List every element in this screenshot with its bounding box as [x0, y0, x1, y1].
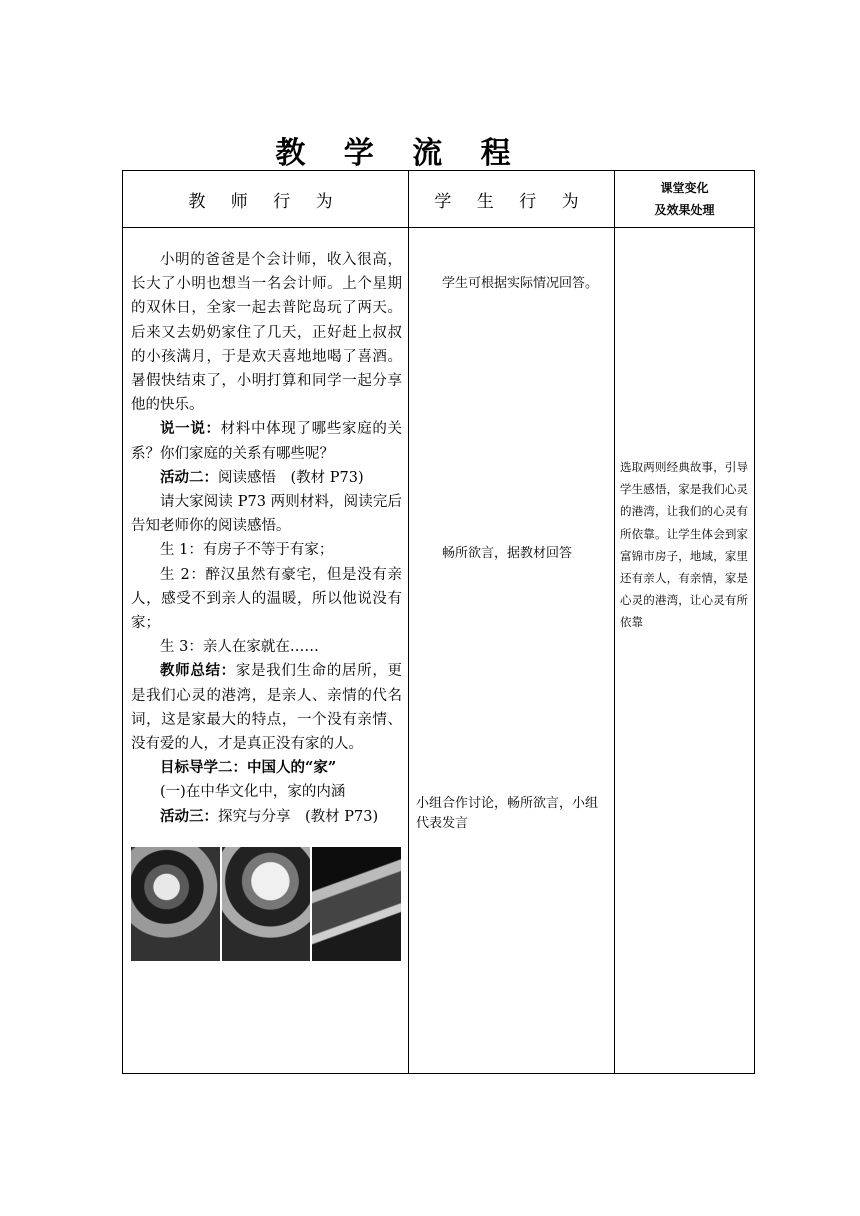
activity2-label: 活动二：	[160, 468, 218, 486]
header-effect-line1: 课堂变化	[660, 181, 709, 195]
say-paragraph	[131, 417, 402, 465]
header-effect	[615, 171, 755, 228]
table-body-row	[123, 228, 755, 1074]
student-response-1: 学生可根据实际情况回答。	[442, 276, 599, 291]
page-title: 教 学 流 程	[275, 136, 525, 171]
student-response-3: 小组合作讨论，畅所欲言，小组代表发言	[416, 796, 599, 831]
read-paragraph: 请大家阅读 P73 两则材料，阅读完后告知老师你的阅读感悟。	[131, 494, 402, 535]
goal2-text: 目标导学二：中国人的“家”	[160, 759, 337, 777]
header-teacher	[123, 171, 409, 228]
student-response-2: 畅所欲言，据教材回答	[442, 546, 573, 561]
effect-note: 选取两则经典故事，引导学生感悟，家是我们心灵的港湾，让我们的心灵有所依靠。让学生体会到家富锦市房子，地域，家里还有亲人，有亲情，家是心灵的港湾，让心灵有所依靠	[620, 460, 748, 630]
story-paragraph: 小明的爸爸是个会计师，收入很高，长大了小明也想当一名会计师。上个星期的双休日，全家一起去普陀岛玩了两天。后来又去奶奶家住了几天，正好赶上叔叔的小孩满月，于是欢天喜地地喝了喜酒。暑假快结束了，小明打算和同学一起分享他的快乐。	[131, 252, 402, 414]
table-header-row	[123, 171, 755, 228]
activity3-paragraph	[131, 805, 402, 829]
header-student-label: 学 生 行 为	[434, 191, 589, 212]
activity2-text: 阅读感悟 (教材 P73)	[218, 469, 364, 486]
activity3-text: 探究与分享 (教材 P73)	[218, 808, 379, 825]
photo-child-crowd	[131, 847, 220, 961]
photo-travelers-luggage	[222, 847, 311, 961]
summary-paragraph	[131, 659, 402, 756]
photo-strip	[131, 847, 401, 961]
header-effect-line2: 及效果处理	[654, 203, 715, 217]
student3-answer: 生 3：亲人在家就在……	[160, 639, 319, 656]
activity2-paragraph	[131, 466, 402, 490]
summary-text: 家是我们生命的居所，更是我们心灵的港湾，是亲人、亲情的代名词，这是家最大的特点，一个没有亲情、没有爱的人，才是真正没有家的人。	[131, 663, 403, 753]
say-label: 说一说：	[160, 420, 221, 438]
student2-answer: 生 2：醉汉虽然有豪宅，但是没有亲人，感受不到亲人的温暖，所以他说没有家；	[131, 566, 402, 632]
summary-label: 教师总结：	[160, 662, 236, 680]
header-student	[409, 171, 615, 228]
header-teacher-label: 教 师 行 为	[188, 191, 343, 212]
effect-cell	[615, 228, 755, 1074]
student-cell	[409, 228, 615, 1074]
activity3-label: 活动三：	[160, 807, 218, 825]
photo-train-station-crowd	[312, 847, 401, 961]
goal2-heading	[131, 756, 402, 780]
student1-answer: 生 1：有房子不等于有家；	[160, 542, 334, 559]
subsection1: (一)在中华文化中，家的内涵	[160, 784, 346, 801]
say-text: 材料中体现了哪些家庭的关系？你们家庭的关系有哪些呢？	[131, 421, 403, 462]
teacher-cell	[123, 228, 409, 1074]
